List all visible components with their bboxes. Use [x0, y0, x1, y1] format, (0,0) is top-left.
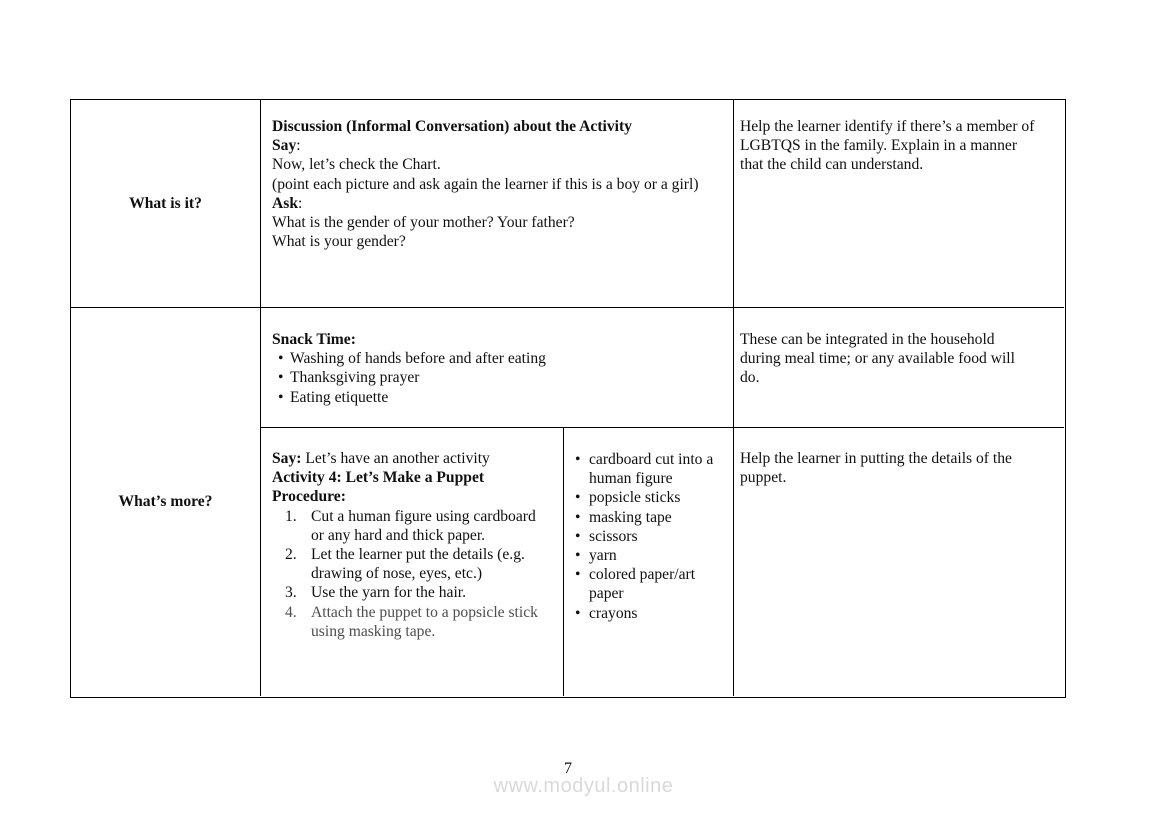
bullet-icon: •: [278, 350, 284, 368]
procedure-step: [272, 603, 561, 641]
text-line: What is your gender?: [272, 233, 406, 251]
text-line: Now, let’s check the Chart.: [272, 156, 441, 174]
cell-what-is-it-label: [71, 100, 261, 308]
bullet-icon: •: [575, 508, 581, 526]
material-item: [564, 604, 731, 623]
text-line: puppet.: [740, 469, 787, 487]
discussion-title: Discussion (Informal Conversation) about the Activity: [272, 118, 632, 135]
text-line: or any hard and thick paper.: [311, 526, 486, 544]
text-line: Washing of hands before and after eating: [290, 350, 546, 368]
snack-title: Snack Time:: [272, 331, 356, 348]
bullet-icon: •: [575, 566, 581, 584]
cell-activity-puppet: [261, 428, 564, 696]
say-label: Say: [272, 137, 297, 155]
text-line: yarn: [589, 547, 617, 565]
cell-snack-time: [261, 308, 734, 428]
step-number: 3.: [285, 584, 297, 602]
text-line: Cut a human figure using cardboard: [311, 507, 536, 525]
say-heading: [272, 136, 729, 155]
material-item: [564, 546, 731, 565]
bullet-icon: •: [278, 369, 284, 387]
procedure-label: Procedure:: [272, 488, 346, 506]
cell-whats-more-label: [71, 308, 261, 696]
text-line: scissors: [589, 527, 638, 545]
text-line: Attach the puppet to a popsicle stick: [311, 603, 538, 621]
bullet-icon: •: [575, 489, 581, 507]
text-line: Let the learner put the details (e.g.: [311, 546, 525, 564]
cell-note-puppet: [734, 428, 1064, 696]
cell-note-mealtime: [734, 308, 1064, 428]
text-line: (point each picture and ask again the learner if this is a boy or a girl): [272, 175, 699, 193]
bullet-icon: •: [575, 547, 581, 565]
bullet-icon: •: [575, 604, 581, 622]
procedure-step: [272, 583, 561, 602]
ask-label: Ask: [272, 194, 299, 212]
text-line: using masking tape.: [311, 622, 436, 640]
activity-title: Activity 4: Let’s Make a Puppet: [272, 469, 485, 487]
text-line: Help the learner in putting the details of the: [740, 450, 1012, 467]
row-label: What’s more?: [118, 493, 213, 511]
ask-heading: [272, 194, 729, 213]
say-label: Say:: [272, 450, 302, 467]
text-line: drawing of nose, eyes, etc.): [311, 565, 483, 583]
say-heading: [272, 449, 561, 468]
text-line: colored paper/art: [589, 566, 696, 584]
text-line: These can be integrated in the household: [740, 331, 995, 348]
list-item: [272, 368, 729, 387]
text-line: human figure: [589, 470, 673, 488]
lesson-plan-table: [70, 99, 1066, 698]
material-item: [564, 508, 731, 527]
material-item: [564, 488, 731, 507]
text-line: Eating etiquette: [290, 388, 389, 406]
text-line: masking tape: [589, 508, 672, 526]
text-line: Use the yarn for the hair.: [311, 584, 467, 602]
step-number: 2.: [285, 546, 297, 564]
text-line: What is the gender of your mother? Your father?: [272, 214, 575, 232]
cell-note-lgbtqs: [734, 100, 1064, 308]
cell-materials: [564, 428, 734, 696]
text-line: popsicle sticks: [589, 489, 681, 507]
say-colon: :: [296, 137, 301, 155]
text-line: during meal time; or any available food will: [740, 350, 1015, 368]
material-item: [564, 527, 731, 546]
watermark: www.modyul.online: [493, 775, 674, 797]
say-text: Let’s have an another activity: [305, 450, 490, 467]
text-line: paper: [589, 585, 624, 603]
text-line: crayons: [589, 604, 638, 622]
step-number: 4.: [285, 603, 297, 621]
procedure-step: [272, 545, 561, 583]
text-line: LGBTQS in the family. Explain in a manner: [740, 137, 1018, 155]
ask-colon: :: [298, 194, 303, 212]
bullet-icon: •: [575, 527, 581, 545]
list-item: [272, 388, 729, 407]
list-item: [272, 349, 729, 368]
page-number: 7: [564, 760, 572, 777]
material-item: [564, 565, 731, 603]
text-line: that the child can understand.: [740, 156, 924, 174]
text-line: cardboard cut into a: [589, 451, 714, 468]
row-label: What is it?: [129, 194, 202, 212]
text-line: Thanksgiving prayer: [290, 369, 420, 387]
step-number: 1.: [285, 507, 297, 525]
bullet-icon: •: [575, 451, 581, 468]
material-item: [564, 450, 731, 488]
cell-discussion: [261, 100, 734, 308]
text-line: do.: [740, 369, 760, 387]
bullet-icon: •: [278, 388, 284, 406]
procedure-step: [272, 507, 561, 545]
text-line: Help the learner identify if there’s a member of: [740, 118, 1035, 135]
